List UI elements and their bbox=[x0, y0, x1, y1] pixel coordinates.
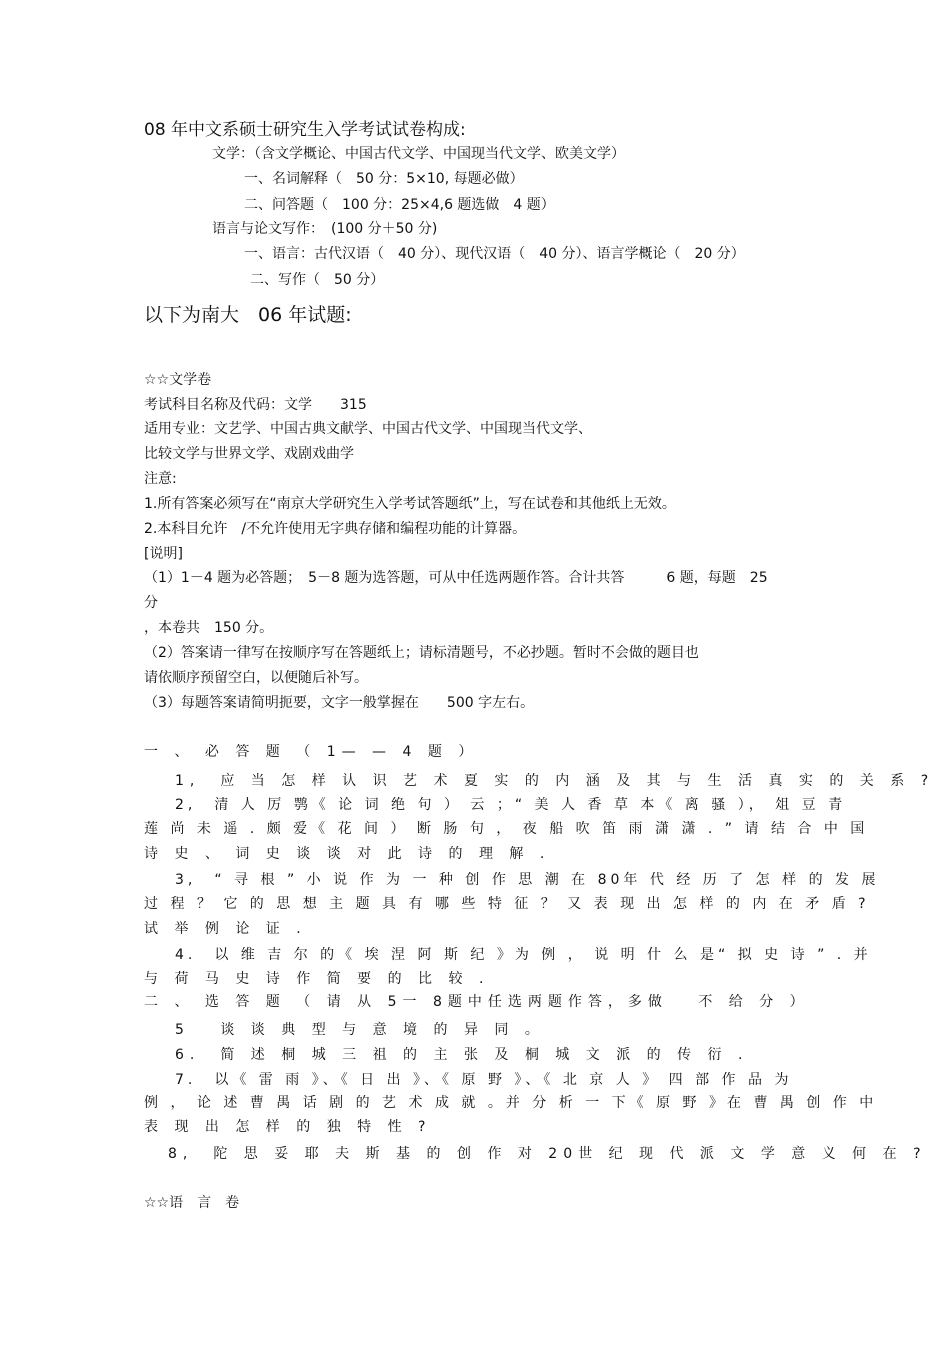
paper-name-literature: ☆☆文学卷 bbox=[144, 372, 212, 388]
question-3-line-1: 3, “ 寻 根 ” 小 说 作 为 一 种 创 作 思 潮 在 80年 代 经 历 了 怎 样 的 发 展 bbox=[175, 872, 880, 888]
explain-label: [说明] bbox=[144, 546, 183, 562]
paper-name-language: ☆☆语 言 卷 bbox=[144, 1195, 240, 1211]
part1-heading: 一 、 必 答 题 （ 1— — 4 题 ） bbox=[144, 744, 479, 760]
explain-1c: ，本卷共 150 分。 bbox=[144, 620, 274, 636]
explain-3: （3）每题答案请简明扼要，文字一般掌握在 500 字左右。 bbox=[144, 695, 535, 711]
majors-line-2: 比较文学与世界文学、戏剧戏曲学 bbox=[144, 446, 354, 462]
notice-2: 2.本科目允许 /不允许使用无字典存储和编程功能的计算器。 bbox=[144, 521, 527, 537]
section-heading: 以下为南大 06 年试题: bbox=[144, 304, 352, 326]
question-6: 6. 简 述 桐 城 三 祖 的 主 张 及 桐 城 文 派 的 传 衍 . bbox=[175, 1047, 749, 1063]
question-3-line-2: 过 程 ？ 它 的 思 想 主 题 具 有 哪 些 特 征 ？ 又 表 现 出 怎 样 的 内 在 矛 盾 ? bbox=[144, 896, 870, 912]
question-7-line-2: 例 ， 论 述 曹 禺 话 剧 的 艺 术 成 就 。并 分 析 一 下《 原 野 》在 曹 禺 创 作 中 bbox=[144, 1095, 878, 1111]
explain-2a: （2）答案请一律写在按顺序写在答题纸上；请标清题号，不必抄题。暂时不会做的题目也 bbox=[144, 645, 699, 661]
question-5: 5 谈 谈 典 型 与 意 境 的 异 同 。 bbox=[175, 1022, 545, 1038]
question-8: 8, 陀 思 妥 耶 夫 斯 基 的 创 作 对 20世 纪 现 代 派 文 学 意 义 何 在 ? bbox=[168, 1146, 927, 1162]
majors-line-1: 适用专业：文艺学、中国古典文献学、中国古代文学、中国现当代文学、 bbox=[144, 421, 592, 437]
question-7-line-3: 表 现 出 怎 样 的 独 特 性 ? bbox=[144, 1119, 432, 1135]
part2-heading: 二 、 选 答 题 （ 请 从 5一 8题中任选两题作答，多做 不 给 分 ） bbox=[144, 994, 810, 1010]
language-item-2: 二、写作（ 50 分） bbox=[250, 272, 385, 288]
language-item-1: 一、语言：古代汉语（ 40 分）、现代汉语（ 40 分）、语言学概论（ 20 分） bbox=[244, 246, 745, 262]
language-composition: 语言与论文写作： (100 分＋50 分) bbox=[212, 221, 438, 237]
question-2-line-3: 诗 史 、 词 史 谈 谈 对 此 诗 的 理 解 . bbox=[144, 846, 551, 862]
literature-composition: 文学：（含文学概论、中国古代文学、中国现当代文学、欧美文学） bbox=[212, 146, 625, 162]
question-4-line-1: 4. 以 维 吉 尔 的《 埃 涅 阿 斯 纪 》为 例 ， 说 明 什 么 是“ 拟 史 诗 ” . 并 bbox=[175, 947, 872, 963]
question-2-line-1: 2, 清 人 厉 鹗《 论 词 绝 句 ） 云 ；“ 美 人 香 草 本《 离 骚 ）， 俎 豆 青 bbox=[175, 797, 847, 813]
question-1: 1, 应 当 怎 样 认 识 艺 术 夏 实 的 内 涵 及 其 与 生 活 真 实 的 关 系 ? bbox=[175, 773, 935, 789]
notice-1: 1.所有答案必须写在“南京大学研究生入学考试答题纸”上，写在试卷和其他纸上无效。 bbox=[144, 496, 676, 512]
explain-1b: 分 bbox=[144, 595, 158, 611]
question-2-line-2: 莲 尚 未 遥 . 颇 爱《 花 间 ） 断 肠 句 ， 夜 船 吹 笛 雨 潇 潇 . ” 请 结 合 中 国 bbox=[144, 821, 869, 837]
exam-code: 考试科目名称及代码：文学 315 bbox=[144, 397, 367, 413]
notice-label: 注意: bbox=[144, 471, 177, 487]
explain-2b: 请依顺序预留空白，以便随后补写。 bbox=[144, 670, 368, 686]
literature-item-1: 一、名词解释（ 50 分：5×10, 每题必做） bbox=[244, 171, 524, 187]
question-7-line-1: 7. 以《 雷 雨 》、《 日 出 》、《 原 野 》、《 北 京 人 》 四 部 作 品 为 bbox=[175, 1072, 793, 1088]
doc-title: 08 年中文系硕士研究生入学考试试卷构成: bbox=[144, 120, 466, 140]
exam-title bbox=[0, 347, 950, 365]
explain-1a: （1）1－4 题为必答题； 5－8 题为选答题，可从中任选两题作答。合计共答 6 题，每题 25 bbox=[144, 570, 768, 586]
literature-item-2: 二、问答题（ 100 分：25×4,6 题选做 4 题） bbox=[244, 197, 555, 213]
question-3-line-3: 试 举 例 论 证 . bbox=[144, 921, 307, 937]
question-4-line-2: 与 荷 马 史 诗 作 简 要 的 比 较 . bbox=[144, 971, 490, 987]
